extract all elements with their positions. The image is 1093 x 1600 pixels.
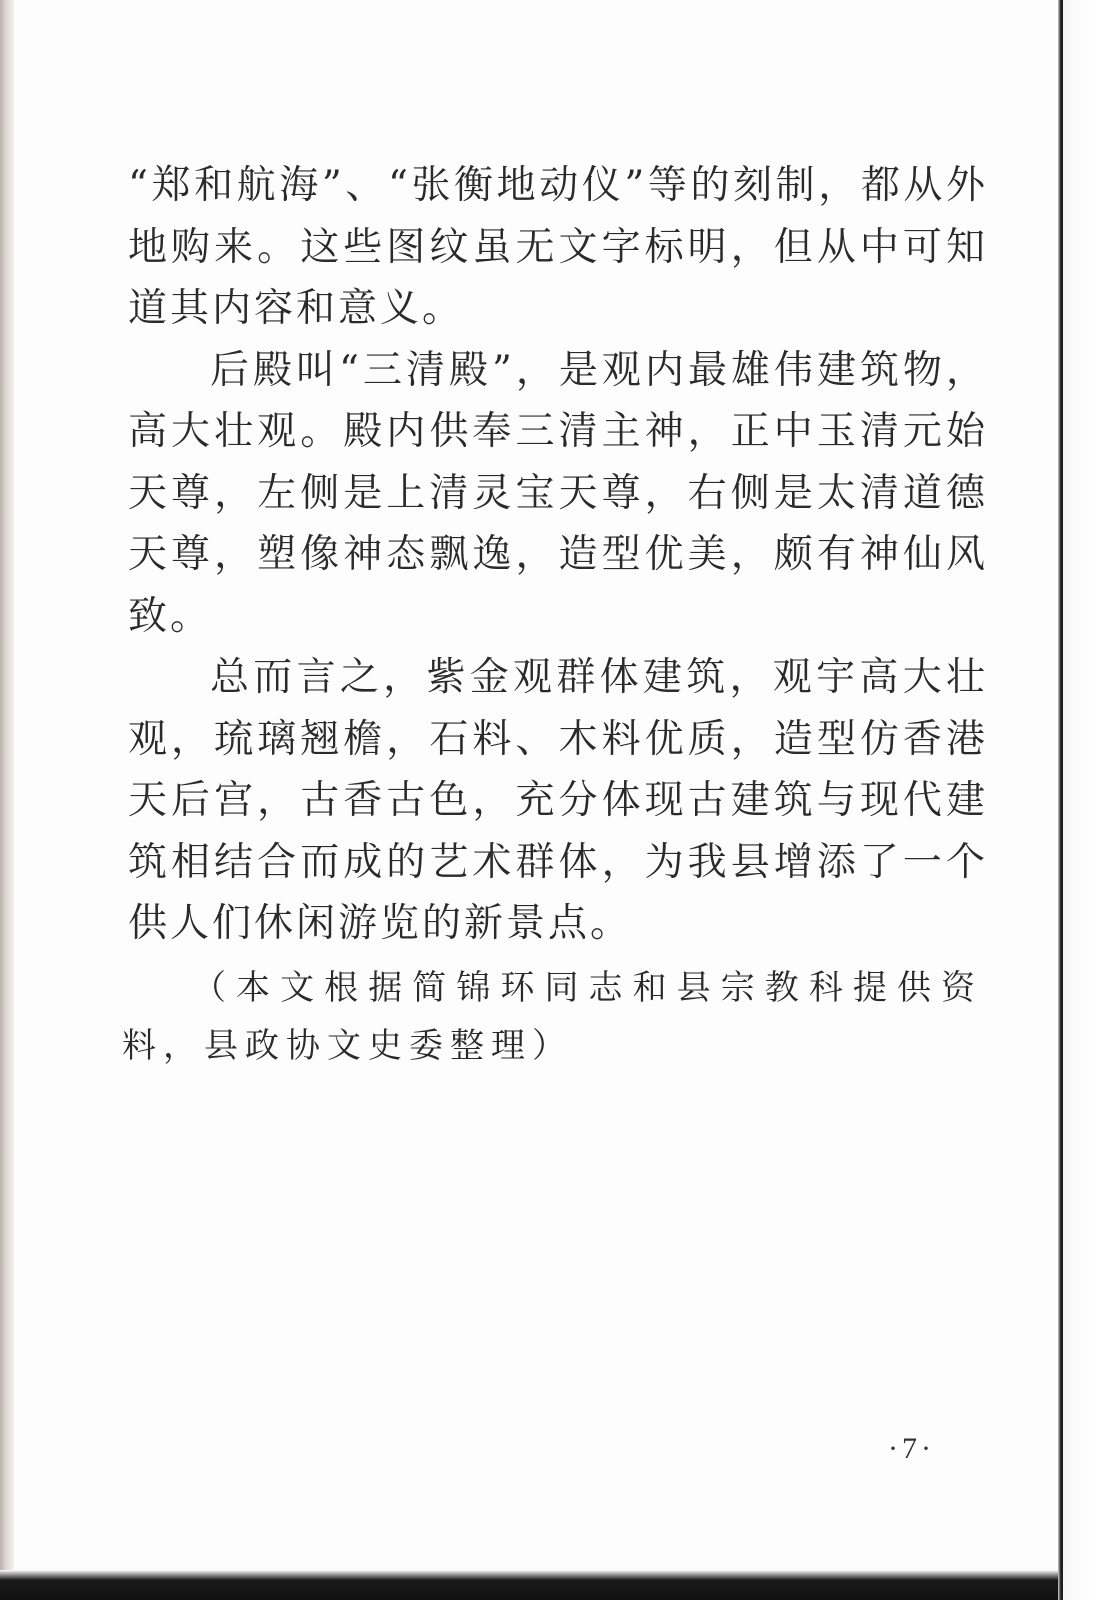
paragraph-continued: “郑和航海”、“张衡地动仪”等的刻制，都从外地购来。这些图纹虽无文字标明，但从中可知道其内容和意义。 — [128, 163, 988, 331]
source-note: （本文根据简锦环同志和县宗教科提供资料，县政协文史委整理） — [122, 968, 982, 1066]
body-text — [128, 155, 988, 955]
scan-right-rim — [1063, 0, 1093, 1600]
scan-right-margin — [1055, 0, 1093, 1600]
page-number: ·7· — [888, 1432, 935, 1465]
scan-left-edge — [0, 0, 14, 1600]
scan-bottom-edge — [0, 1570, 1058, 1600]
scan-right-edge-line — [1058, 0, 1063, 1600]
paragraph-sanqing-hall: 后殿叫“三清殿”，是观内最雄伟建筑物，高大壮观。殿内供奉三清主神，正中玉清元始天尊，左侧是上清灵宝天尊，右侧是太清道德天尊，塑像神态飘逸，造型优美，颇有神仙风致。 — [128, 347, 988, 639]
paragraph-summary: 总而言之，紫金观群体建筑，观宇高大壮观，琉璃翘檐，石料、木料优质，造型仿香港天后宫，古香古色，充分体现古建筑与现代建筑相结合而成的艺术群体，为我县增添了一个供人们休闲游览的新景点。 — [128, 655, 988, 946]
